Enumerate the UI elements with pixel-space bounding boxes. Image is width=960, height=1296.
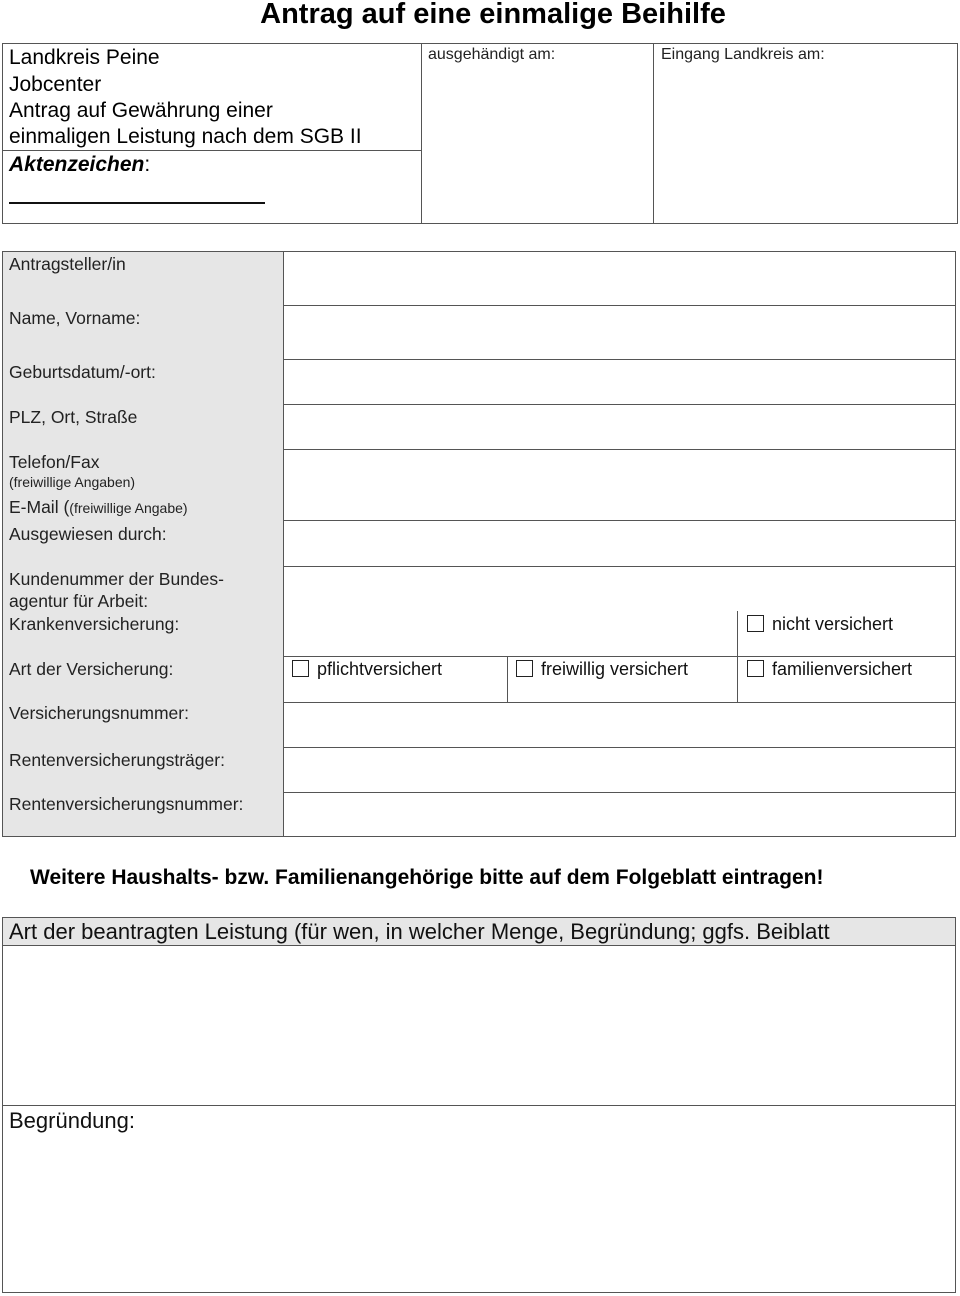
authority-line-3: Antrag auf Gewährung einer	[9, 99, 273, 122]
email-note: (freiwillige Angabe)	[69, 500, 188, 516]
applicant-field[interactable]	[285, 253, 955, 304]
row-divider	[283, 702, 956, 703]
id-field[interactable]	[285, 522, 955, 565]
family-insured-label: familienversichert	[772, 659, 913, 679]
mandatory-insured-checkbox[interactable]	[292, 660, 309, 677]
authority-line-2: Jobcenter	[9, 73, 102, 96]
family-insured-checkbox[interactable]	[747, 660, 764, 677]
benefit-field[interactable]	[4, 948, 954, 1104]
household-note: Weitere Haushalts- bzw. Familienangehörige bitte auf dem Folgeblatt eintragen!	[30, 866, 824, 889]
id-label: Ausgewiesen durch:	[9, 524, 167, 544]
reason-label: Begründung:	[9, 1108, 135, 1133]
handed-out-label: ausgehändigt am:	[428, 46, 556, 63]
pension-carrier-label: Rentenversicherungsträger:	[9, 750, 225, 770]
insurance-divider	[507, 656, 508, 702]
reason-field[interactable]	[4, 1136, 954, 1290]
phone-label: Telefon/Fax	[9, 452, 100, 472]
file-number-colon: :	[144, 153, 151, 176]
authority-line-1: Landkreis Peine	[9, 46, 160, 69]
insurance-divider	[737, 611, 738, 702]
received-field[interactable]	[657, 68, 955, 220]
customer-label-1: Kundenummer der Bundes-	[9, 569, 224, 589]
insurance-type-label: Art der Versicherung:	[9, 659, 174, 679]
insurance-number-field[interactable]	[285, 704, 955, 746]
customer-number-field[interactable]	[285, 568, 955, 610]
row-divider	[283, 449, 956, 450]
voluntary-insured-checkbox[interactable]	[516, 660, 533, 677]
file-number-label: Aktenzeichen	[9, 153, 145, 176]
not-insured-label: nicht versichert	[772, 614, 894, 634]
authority-line-4: einmaligen Leistung nach dem SGB II	[9, 125, 362, 148]
header-divider-2	[653, 43, 654, 224]
email-label-row	[9, 497, 188, 518]
row-divider	[283, 305, 956, 306]
birth-field[interactable]	[285, 361, 955, 403]
customer-label-2: agentur für Arbeit:	[9, 591, 149, 611]
row-divider	[283, 792, 956, 793]
applicant-heading: Antragsteller/in	[9, 254, 126, 274]
phone-note: (freiwillige Angaben)	[9, 474, 136, 490]
row-divider	[283, 359, 956, 360]
row-divider	[283, 566, 956, 567]
label-column-divider	[283, 251, 284, 837]
health-label: Krankenversicherung:	[9, 614, 180, 634]
not-insured-checkbox[interactable]	[747, 615, 764, 632]
received-label: Eingang Landkreis am:	[661, 46, 825, 63]
address-label: PLZ, Ort, Straße	[9, 407, 138, 427]
email-label: E-Mail (	[9, 497, 70, 517]
name-label: Name, Vorname:	[9, 308, 141, 328]
reason-divider	[2, 1105, 956, 1106]
name-field[interactable]	[285, 307, 955, 358]
birth-label: Geburtsdatum/-ort:	[9, 362, 156, 382]
mandatory-insured-label: pflichtversichert	[317, 659, 443, 679]
form-title: Antrag auf eine einmalige Beihilfe	[260, 0, 726, 30]
row-divider	[283, 520, 956, 521]
voluntary-insured-label: freiwillig versichert	[541, 659, 689, 679]
pension-carrier-field[interactable]	[285, 749, 955, 791]
address-field[interactable]	[285, 406, 955, 448]
header-divider-1	[421, 43, 422, 224]
file-number-label-row	[9, 152, 150, 179]
handed-out-field[interactable]	[424, 68, 650, 220]
phone-email-field[interactable]	[285, 451, 955, 519]
row-divider	[283, 747, 956, 748]
row-divider	[283, 656, 956, 657]
pension-number-label: Rentenversicherungsnummer:	[9, 794, 244, 814]
file-number-input-line[interactable]	[9, 202, 265, 204]
insurance-number-label: Versicherungsnummer:	[9, 703, 189, 723]
row-divider	[283, 404, 956, 405]
benefit-heading: Art der beantragten Leistung (für wen, in welcher Menge, Begründung; ggfs. Beiblatt	[9, 919, 830, 944]
pension-number-field[interactable]	[285, 794, 955, 836]
